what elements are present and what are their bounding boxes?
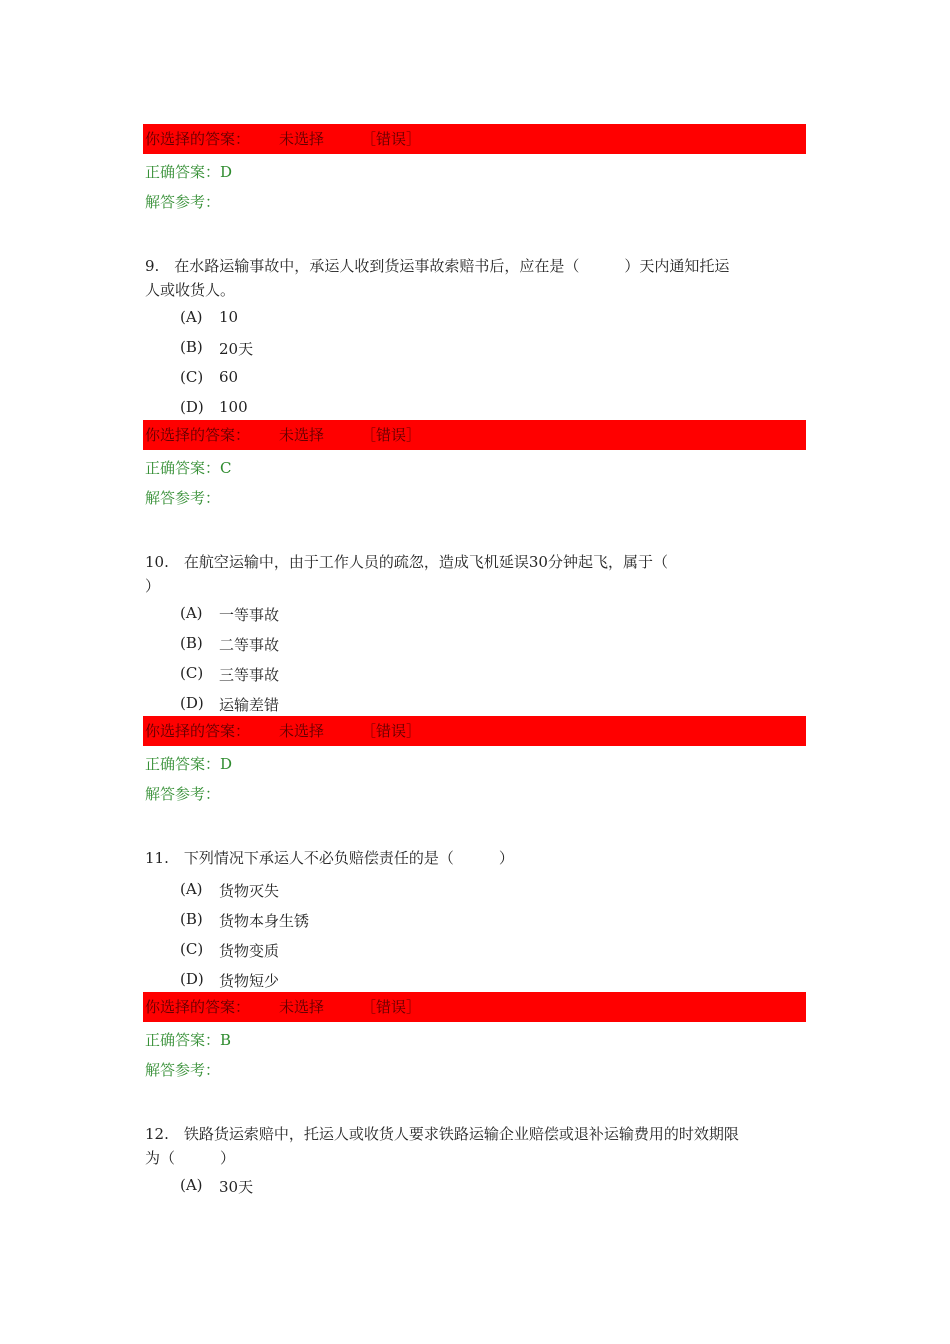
your-answer-label: 你选择的答案： [145,426,251,444]
correct-answer-q8: 正确答案：D [145,163,233,181]
correct-answer-q11: 正确答案：B [145,1031,232,1049]
option-text: 货物灭失 [219,882,280,900]
question-11-line1: 11. 下列情况下承运人不必负赔偿责任的是（ ） [145,849,514,867]
question-9 [145,254,805,302]
not-selected-text: 未选择 [279,998,325,1016]
not-selected-text: 未选择 [279,130,325,148]
option-letter: (D) [180,694,204,712]
explanation-label-q10: 解答参考： [145,785,221,803]
option-text: 100 [219,398,248,416]
question-11 [145,846,805,870]
question-10-line2: ） [145,577,161,595]
option-letter: (D) [180,970,204,988]
wrong-tag: ［错误］ [361,722,422,740]
question-12 [145,1122,805,1170]
option-letter: (C) [180,940,204,958]
correct-answer-q10: 正确答案：D [145,755,233,773]
question-12-line1: 12. 铁路货运索赔中，托运人或收货人要求铁路运输企业赔偿或退补运输费用的时效期限 [145,1125,739,1143]
not-selected-text: 未选择 [279,426,325,444]
option-letter: (C) [180,368,204,386]
option-text: 货物短少 [219,972,280,990]
question-12-line2: 为（ ） [145,1149,236,1167]
explanation-label-q8: 解答参考： [145,193,221,211]
option-text: 运输差错 [219,696,280,714]
explanation-label-q11: 解答参考： [145,1061,221,1079]
answer-bar-q9 [143,420,806,450]
correct-answer-q9: 正确答案：C [145,459,232,477]
option-text: 三等事故 [219,666,280,684]
answer-bar-q11 [143,992,806,1022]
option-text: 60 [219,368,239,386]
answer-bar-q10 [143,716,806,746]
option-letter: (A) [180,308,203,326]
option-letter: (D) [180,398,204,416]
option-letter: (C) [180,664,204,682]
question-10-line1: 10. 在航空运输中，由于工作人员的疏忽，造成飞机延误30分钟起飞，属于（ [145,553,668,571]
wrong-tag: ［错误］ [361,998,422,1016]
option-text: 30天 [219,1178,254,1196]
question-9-line1: 9. 在水路运输事故中，承运人收到货运事故索赔书后，应在是（ ）天内通知托运 [145,257,730,275]
option-text: 二等事故 [219,636,280,654]
option-letter: (B) [180,634,203,652]
wrong-tag: ［错误］ [361,426,422,444]
question-9-line2: 人或收货人。 [145,281,236,299]
explanation-label-q9: 解答参考： [145,489,221,507]
option-letter: (A) [180,604,203,622]
option-text: 一等事故 [219,606,280,624]
option-text: 货物本身生锈 [219,912,310,930]
your-answer-label: 你选择的答案： [145,130,251,148]
option-letter: (A) [180,880,203,898]
your-answer-label: 你选择的答案： [145,722,251,740]
not-selected-text: 未选择 [279,722,325,740]
option-text: 货物变质 [219,942,280,960]
wrong-tag: ［错误］ [361,130,422,148]
option-text: 20天 [219,340,254,358]
option-letter: (A) [180,1176,203,1194]
question-10 [145,550,805,598]
your-answer-label: 你选择的答案： [145,998,251,1016]
option-letter: (B) [180,338,203,356]
answer-bar-q8 [143,124,806,154]
option-letter: (B) [180,910,203,928]
option-text: 10 [219,308,239,326]
